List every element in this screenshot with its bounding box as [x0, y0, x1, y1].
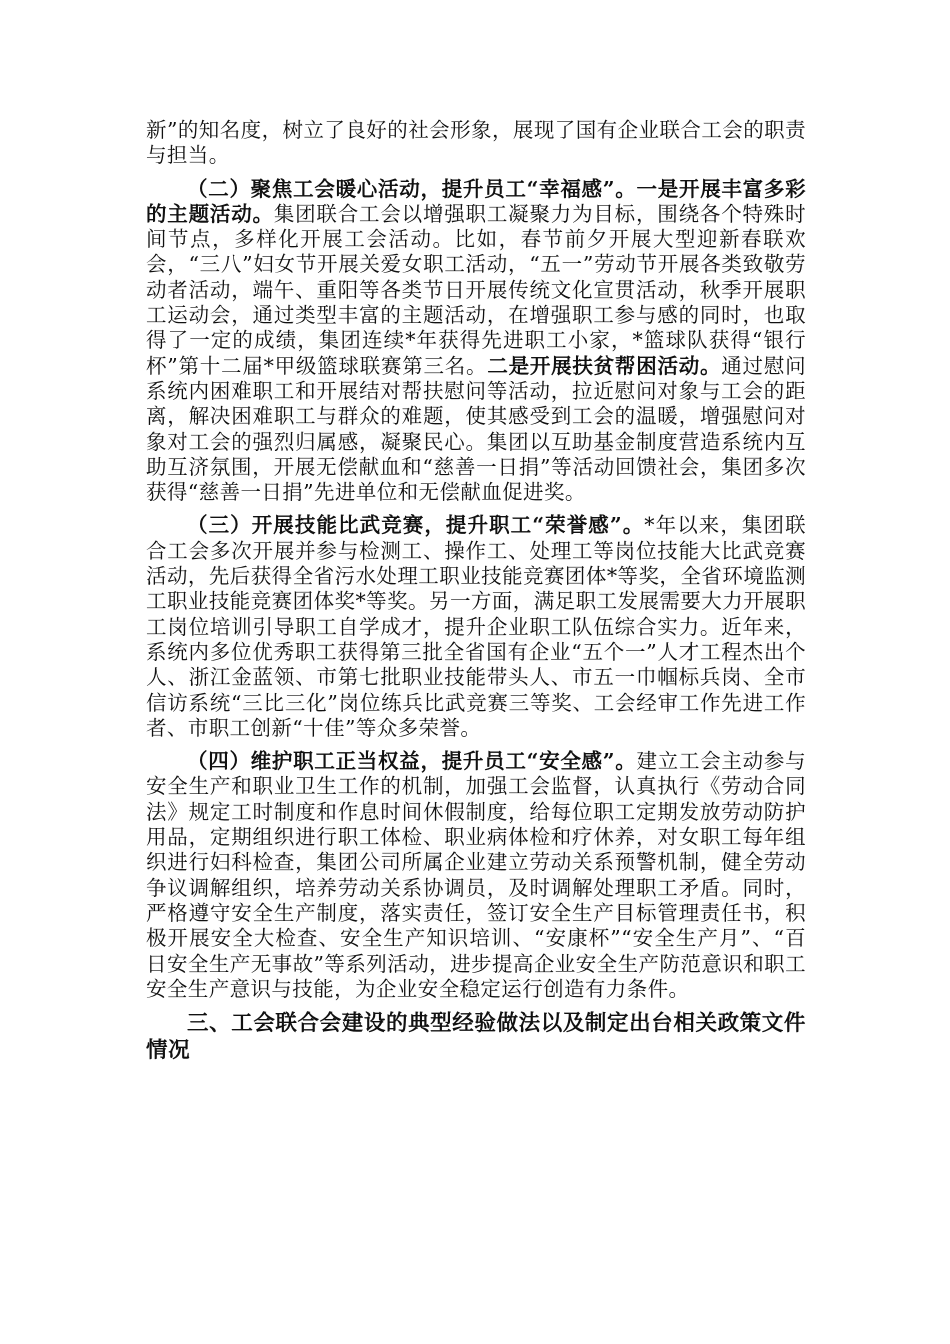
paragraph-continuation — [146, 118, 806, 169]
paragraph-heading: （二）聚焦工会暖心活动，提升员工“幸福感”。 — [187, 176, 637, 201]
paragraph-lead: 一是开展丰富多彩的主题活动。 — [146, 176, 807, 226]
paragraph-heading: （三）开展技能比武竞赛，提升职工“荣誉感”。 — [187, 513, 645, 538]
paragraph-happiness — [146, 177, 806, 506]
paragraph-text: *年以来，集团联合工会多次开展并参与检测工、操作工、处理工等岗位技能大比武竞赛活动，先后获得全省污水处理工职业技能竞赛团体*等奖，全省环境监测工职业技能竞赛团体奖*等奖。另一方面，满足职工发展需要大力开展职工岗位培训引导职工自学成才，提升企业职工队伍综合实力。近年来，系统内多位优秀职工获得第三批全省国有企业“五个一”人才工程杰出个人、浙江金蓝领、市第七批职业技能带头人、市五一巾帼标兵岗、全市信访系统“三比三化”岗位练兵比武竞赛三等奖、工会经审工作先进工作者、市职工创新“十佳”等众多荣誉。 — [146, 513, 806, 740]
section-title: 三、工会联合会建设的典型经验做法以及制定出台相关政策文件情况 — [146, 1011, 806, 1064]
paragraph-text: 通过慰问系统内困难职工和开展结对帮扶慰问等活动，拉近慰问对象与工会的距离，解决困难职工与群众的难题，使其感受到工会的温暖，增强慰问对象对工会的强烈归属感，凝聚民心。集团以互助基金制度营造系统内互助互济氛围，开展无偿献血和“慈善一日捐”等活动回馈社会，集团多次获得“慈善一日捐”先进单位和无偿献血促进奖。 — [146, 353, 806, 505]
paragraph-lead: 二是开展扶贫帮困活动。 — [487, 353, 722, 378]
paragraph-text: 新”的知名度，树立了良好的社会形象，展现了国有企业联合工会的职责与担当。 — [146, 118, 806, 168]
document-page — [146, 118, 806, 1064]
paragraph-heading: （四）维护职工正当权益，提升员工“安全感”。 — [187, 749, 637, 774]
paragraph-honor — [146, 513, 806, 741]
paragraph-text: 建立工会主动参与安全生产和职业卫生工作的机制，加强工会监督，认真执行《劳动合同法》规定工时制度和作息时间休假制度，给每位职工定期发放劳动防护用品，定期组织进行职工体检、职业病体检和疗休养，对女职工每年组织进行妇科检查，集团公司所属企业建立劳动关系预警机制，健全劳动争议调解组织，培养劳动关系协调员，及时调解处理职工矛盾。同时，严格遵守安全生产制度，落实责任，签订安全生产目标管理责任书，积极开展安全大检查、安全生产知识培训、“安康杯”“安全生产月”、“百日安全生产无事故”等系列活动，进步提高企业安全生产防范意识和职工安全生产意识与技能，为企业安全稳定运行创造有力条件。 — [146, 749, 807, 1001]
paragraph-text: 集团联合工会以增强职工凝聚力为目标，围绕各个特殊时间节点，多样化开展工会活动。比如，春节前夕开展大型迎新春联欢会，“三八”妇女节开展关爱女职工活动，“五一”劳动节开展各类致敬劳动者活动，端午、重阳等各类节日开展传统文化宣贯活动，秋季开展职工运动会，通过类型丰富的主题活动，在增强职工参与感的同时，也取得了一定的成绩，集团连续*年获得先进职工小家，*篮球队获得“银行杯”第十二届*甲级篮球联赛第三名。 — [146, 201, 807, 378]
paragraph-safety — [146, 749, 806, 1002]
